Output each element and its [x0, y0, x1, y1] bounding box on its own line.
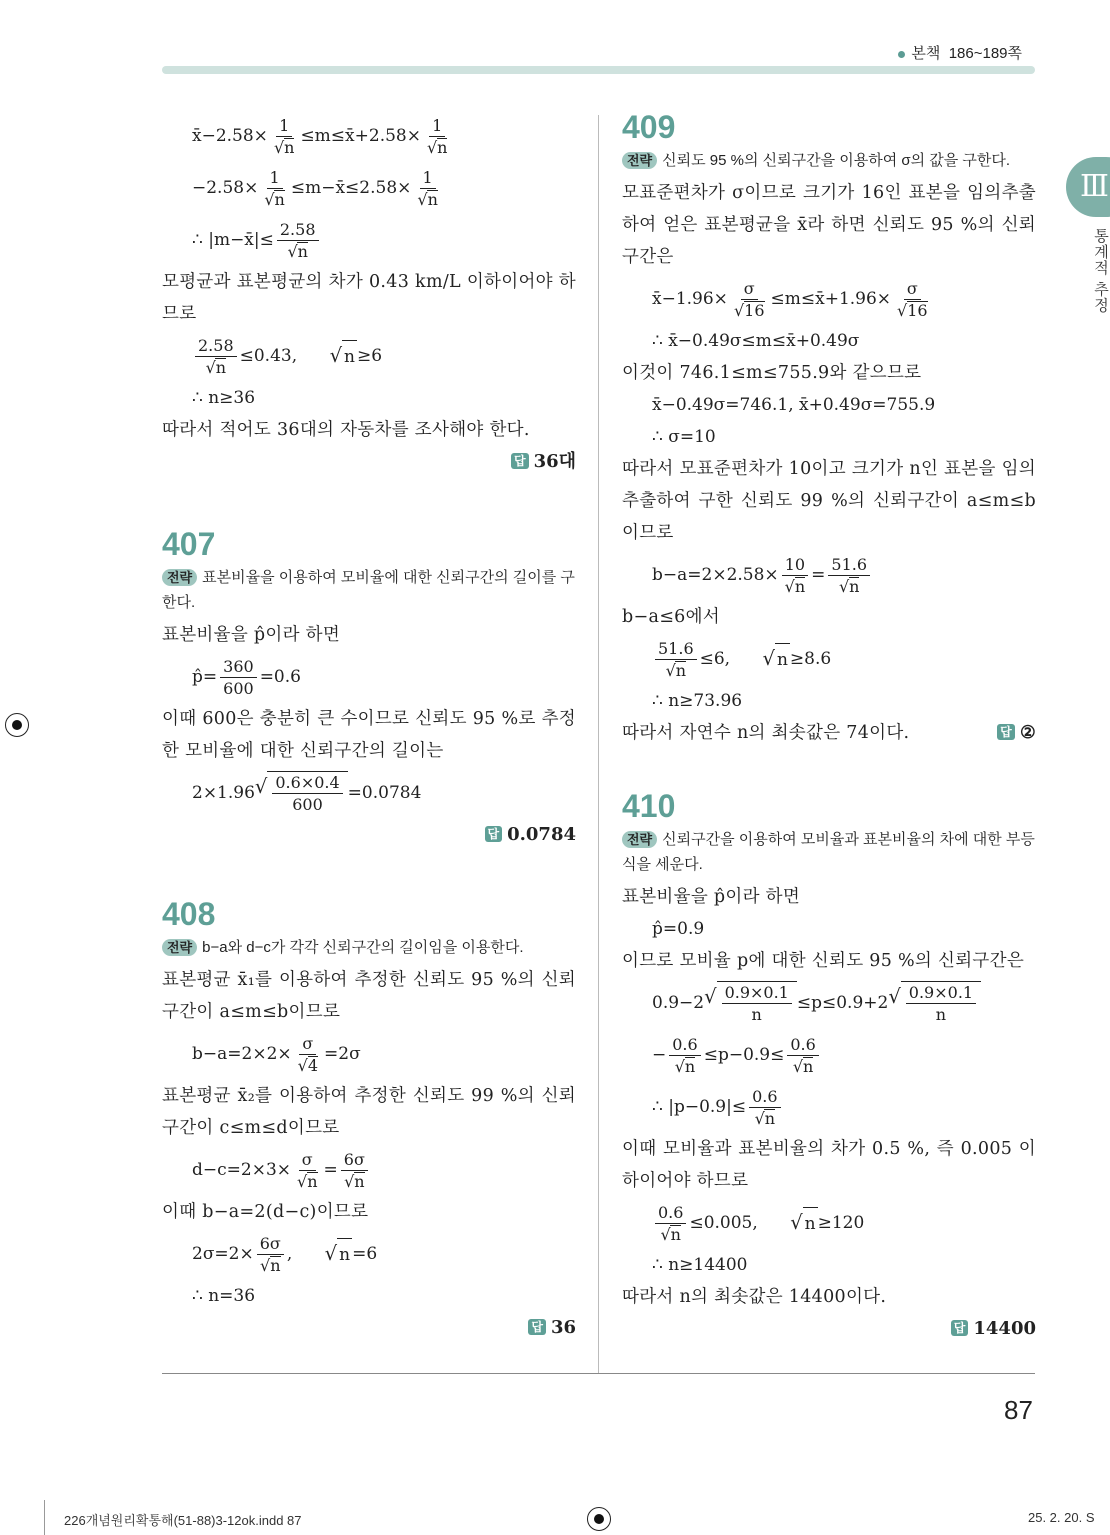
- problem-number: 408: [162, 896, 216, 932]
- text-content: b−a≤6에서: [622, 607, 721, 627]
- answer-label: 답: [528, 1319, 546, 1335]
- chapter-title: 통계적 추정: [1092, 228, 1109, 314]
- sqrt-denominator: √n: [205, 357, 227, 377]
- math-text: p̂=: [192, 667, 218, 687]
- math-text: =: [811, 565, 826, 585]
- footer-date: 25. 2. 20. S: [1028, 1510, 1095, 1525]
- text-content: 이것이 746.1≤m≤755.9와 같으므로: [622, 363, 922, 383]
- equation: [162, 1144, 576, 1196]
- equation: [622, 1029, 1036, 1081]
- body-text: [622, 601, 1036, 633]
- math-text: ∴ |p−0.9|≤: [652, 1097, 747, 1117]
- numerator: 2.58: [195, 335, 237, 357]
- answer-value: 14400: [973, 1318, 1036, 1339]
- numerator: 2.58: [277, 219, 319, 241]
- solution-410: [622, 787, 1036, 1345]
- equation: [162, 382, 576, 414]
- math-text: p̂=0.9: [652, 919, 705, 939]
- denominator: [731, 300, 768, 321]
- fraction: [906, 982, 976, 1025]
- denominator: [790, 1056, 817, 1077]
- numerator: σ: [299, 1149, 316, 1171]
- square-root: [255, 771, 348, 815]
- equation: [162, 214, 576, 266]
- answer-label: 답: [511, 453, 529, 469]
- solution-409: [622, 108, 1036, 749]
- denominator: [271, 137, 298, 158]
- text-content: 표본비율을 p̂이라 하면: [622, 887, 801, 907]
- numerator: 0.9×0.1: [722, 982, 792, 1004]
- equation: [622, 273, 1036, 325]
- body-text: [622, 357, 1036, 389]
- denominator: [284, 241, 311, 262]
- body-text: [622, 717, 1036, 749]
- answer-value: 36대: [533, 451, 576, 472]
- fraction: [277, 219, 319, 262]
- math-text: =: [323, 1160, 338, 1180]
- sqrt-denominator: √n: [792, 1056, 814, 1076]
- sqrt-denominator: √n: [287, 241, 308, 261]
- strategy-label: 전략: [162, 939, 197, 956]
- denominator: [289, 794, 326, 815]
- denominator-text: n: [751, 1005, 762, 1024]
- radicand: [717, 981, 797, 1025]
- numerator: σ: [904, 278, 921, 300]
- sqrt-denominator: √n: [344, 1171, 365, 1191]
- body-text: [162, 964, 576, 1028]
- numerator: 0.6: [655, 1202, 686, 1224]
- fraction: [294, 1149, 321, 1192]
- header-bar: [162, 66, 1035, 74]
- math-text: =0.0784: [347, 783, 422, 803]
- math-text: x̄−1.96×: [652, 289, 728, 309]
- numerator: 0.6: [749, 1086, 780, 1108]
- fraction: [261, 167, 288, 210]
- equation: [162, 110, 576, 162]
- body-text: [162, 703, 576, 767]
- sqrt-denominator: √4: [297, 1055, 319, 1075]
- chapter-tab: Ⅲ: [1066, 157, 1110, 217]
- text-content: 따라서 모표준편차가 10이고 크기가 n인 표본을 임의추출하여 구한 신뢰도 99 %의 신뢰구간이 a≤m≤b이므로: [622, 459, 1036, 543]
- radical-sign: √: [704, 985, 717, 1008]
- denominator: [836, 576, 863, 597]
- math-text: x̄−0.49σ=746.1, x̄+0.49σ=755.9: [652, 395, 936, 415]
- strategy-line: [622, 827, 1036, 877]
- equation: [162, 162, 576, 214]
- problem-number: 407: [162, 526, 216, 562]
- body-text: [162, 414, 576, 446]
- radicand: n: [803, 1207, 818, 1240]
- equation: [622, 1249, 1036, 1281]
- solution-408: [162, 895, 576, 1344]
- sqrt-denominator: √n: [665, 660, 687, 680]
- body-text: [622, 453, 1036, 549]
- numerator: 51.6: [655, 638, 697, 660]
- sqrt-denominator: √n: [297, 1171, 318, 1191]
- radicand: [267, 771, 347, 815]
- denominator: [894, 300, 931, 321]
- fraction: [731, 278, 768, 321]
- answer-value: ②: [1020, 723, 1036, 743]
- sqrt-denominator: √16: [897, 300, 928, 320]
- crop-line: [44, 1500, 45, 1535]
- strategy-line: [622, 148, 1036, 173]
- square-root: [763, 643, 790, 676]
- math-text: ≤6,: [699, 649, 763, 669]
- denominator: [203, 357, 230, 378]
- denominator: [261, 189, 288, 210]
- strategy-line: [162, 935, 576, 960]
- text-content: 이므로 모비율 p에 대한 신뢰도 95 %의 신뢰구간은: [622, 951, 1025, 971]
- solution-407: [162, 525, 576, 851]
- denominator-text: 600: [223, 678, 254, 698]
- sqrt-denominator: √n: [674, 1056, 696, 1076]
- problem-number: 410: [622, 788, 676, 824]
- fraction: [894, 278, 931, 321]
- solution-406-continued: [162, 110, 576, 478]
- registration-mark-icon: [587, 1507, 611, 1531]
- fraction: [749, 1086, 780, 1129]
- equation: [622, 913, 1036, 945]
- text-content: 따라서 n의 최솟값은 14400이다.: [622, 1287, 887, 1307]
- strategy-text: b−a와 d−c가 각각 신뢰구간의 길이임을 이용한다.: [202, 939, 524, 956]
- strategy-line: [162, 565, 576, 615]
- fraction: [272, 772, 342, 815]
- fraction: [828, 554, 870, 597]
- denominator: [657, 1224, 684, 1245]
- body-text: [162, 1196, 576, 1228]
- numerator: 0.6: [669, 1034, 700, 1056]
- numerator: σ: [741, 278, 758, 300]
- denominator: [782, 576, 809, 597]
- denominator-text: 600: [292, 795, 323, 814]
- numerator: 1: [267, 167, 283, 189]
- equation: [162, 767, 576, 819]
- denominator-text: n: [935, 1005, 947, 1024]
- page-range: 186~189쪽: [948, 45, 1022, 62]
- body-text: [622, 1133, 1036, 1197]
- math-text: ∴ |m−x̄|≤: [192, 230, 274, 250]
- math-text: 2σ=2×: [192, 1244, 254, 1264]
- numerator: 1: [276, 115, 292, 137]
- equation: [162, 1228, 576, 1280]
- answer: [162, 446, 576, 478]
- sqrt-denominator: √n: [260, 1255, 281, 1275]
- math-text: ,: [286, 1244, 325, 1264]
- text-content: 표본평균 x̄₁를 이용하여 추정한 신뢰도 95 %의 신뢰구간이 a≤m≤b이므로: [162, 970, 576, 1022]
- math-text: ≤0.43,: [239, 346, 330, 366]
- page-number: 87: [1004, 1395, 1033, 1425]
- numerator: 1: [429, 115, 445, 137]
- sqrt-denominator: √n: [417, 189, 438, 209]
- radical-sign: √: [790, 1210, 803, 1234]
- equation: [622, 685, 1036, 717]
- math-text: ∴ n≥14400: [652, 1255, 748, 1275]
- numerator: σ: [299, 1033, 316, 1055]
- strategy-label: 전략: [162, 569, 197, 586]
- math-text: ≥8.6: [789, 649, 832, 669]
- body-text: [622, 945, 1036, 977]
- radical-sign: √: [329, 343, 343, 367]
- math-text: ≤m≤x̄+2.58×: [300, 126, 421, 146]
- numerator: 0.6×0.4: [272, 772, 342, 794]
- radicand: n: [775, 643, 790, 676]
- fraction: [257, 1233, 284, 1276]
- math-text: ∴ n=36: [192, 1286, 256, 1306]
- text-content: 이때 모비율과 표본비율의 차가 0.5 %, 즉 0.005 이하이어야 하므로: [622, 1139, 1036, 1191]
- denominator: [295, 1055, 321, 1076]
- text-content: 따라서 적어도 36대의 자동차를 조사해야 한다.: [162, 420, 530, 440]
- answer-value: 0.0784: [507, 824, 576, 845]
- registration-mark-icon: [5, 713, 29, 737]
- numerator: 0.9×0.1: [906, 982, 976, 1004]
- text-content: 따라서 자연수 n의 최솟값은 74이다.: [622, 723, 910, 743]
- fraction: [655, 1202, 686, 1245]
- math-text: =0.6: [259, 667, 301, 687]
- book-label: 본책: [911, 45, 941, 62]
- strategy-text: 신뢰도 95 %의 신뢰구간을 이용하여 σ의 값을 구한다.: [662, 152, 1011, 169]
- body-text: [622, 177, 1036, 273]
- fraction: [220, 656, 257, 699]
- sqrt-denominator: √n: [754, 1108, 776, 1128]
- square-root: [325, 1238, 352, 1271]
- answer-value: 36: [550, 1317, 576, 1338]
- denominator: [749, 1004, 765, 1025]
- text-content: 표본평균 x̄₂를 이용하여 추정한 신뢰도 99 %의 신뢰구간이 c≤m≤d이므로: [162, 1086, 576, 1138]
- numerator: 10: [782, 554, 808, 576]
- numerator: 360: [220, 656, 257, 678]
- math-text: ≤m−x̄≤2.58×: [290, 178, 412, 198]
- equation: [622, 977, 1036, 1029]
- math-text: ≥120: [817, 1213, 865, 1233]
- numerator: 6σ: [257, 1233, 284, 1255]
- math-text: =2σ: [324, 1044, 361, 1064]
- equation: [622, 1197, 1036, 1249]
- math-text: ∴ n≥36: [192, 388, 256, 408]
- radicand: n: [337, 1238, 352, 1271]
- sqrt-denominator: √n: [273, 137, 295, 157]
- equation: [162, 651, 576, 703]
- column-divider: [598, 115, 599, 1373]
- fraction: [655, 638, 697, 681]
- sqrt-denominator: √n: [264, 189, 285, 209]
- math-text: b−a=2×2.58×: [652, 565, 779, 585]
- sqrt-denominator: √16: [733, 300, 765, 320]
- body-text: [162, 619, 576, 651]
- strategy-text: 신뢰구간을 이용하여 모비율과 표본비율의 차에 대한 부등식을 세운다.: [622, 831, 1035, 873]
- denominator: [672, 1056, 699, 1077]
- radical-sign: √: [762, 646, 775, 670]
- sqrt-denominator: √n: [838, 576, 860, 596]
- fraction: [424, 115, 451, 158]
- math-text: 2×1.96: [192, 783, 255, 803]
- body-text: [162, 1080, 576, 1144]
- math-text: ≤p−0.9≤: [703, 1045, 785, 1065]
- equation: [162, 1280, 576, 1312]
- text-content: 표본비율을 p̂이라 하면: [162, 625, 341, 645]
- equation: [622, 1081, 1036, 1133]
- fraction: [271, 115, 298, 158]
- body-text: [162, 266, 576, 330]
- math-text: 0.9−2: [652, 993, 705, 1013]
- fraction: [669, 1034, 700, 1077]
- answer: [622, 1313, 1036, 1345]
- denominator: [257, 1255, 284, 1276]
- sqrt-denominator: √n: [784, 576, 806, 596]
- fraction: [722, 982, 792, 1025]
- radicand: [901, 981, 981, 1025]
- page-reference: [898, 42, 1022, 63]
- equation: [622, 549, 1036, 601]
- denominator: [933, 1004, 949, 1025]
- square-root: [790, 1207, 817, 1240]
- equation: [622, 389, 1036, 421]
- answer: [997, 717, 1036, 749]
- numerator: 1: [420, 167, 436, 189]
- strategy-text: 표본비율을 이용하여 모비율에 대한 신뢰구간의 길이를 구한다.: [162, 569, 575, 611]
- equation: [622, 421, 1036, 453]
- denominator: [663, 660, 690, 681]
- bottom-rule: [162, 1373, 1035, 1374]
- denominator: [341, 1171, 368, 1192]
- answer-label: 답: [485, 826, 503, 842]
- text-content: 이때 b−a=2(d−c)이므로: [162, 1202, 369, 1222]
- math-text: x̄−2.58×: [192, 126, 268, 146]
- equation: [162, 1028, 576, 1080]
- numerator: 51.6: [828, 554, 870, 576]
- math-text: ∴ x̄−0.49σ≤m≤x̄+0.49σ: [652, 331, 860, 351]
- sqrt-denominator: √n: [426, 137, 448, 157]
- math-text: −: [652, 1045, 667, 1065]
- math-text: ∴ σ=10: [652, 427, 716, 447]
- text-content: 모평균과 표본평균의 차가 0.43 km/L 이하이어야 하므로: [162, 272, 576, 324]
- denominator: [752, 1108, 779, 1129]
- bullet-icon: [898, 51, 905, 58]
- footer-file: 226개념원리확통해(51-88)3-12ok.indd 87: [64, 1513, 302, 1528]
- equation: [162, 330, 576, 382]
- radical-sign: √: [324, 1241, 338, 1265]
- math-text: ≤p≤0.9+2: [796, 993, 889, 1013]
- square-root: [888, 981, 981, 1025]
- radical-sign: √: [254, 775, 268, 798]
- math-text: d−c=2×3×: [192, 1160, 292, 1180]
- denominator: [294, 1171, 321, 1192]
- radical-sign: √: [888, 985, 901, 1008]
- fraction: [341, 1149, 368, 1192]
- fraction: [787, 1034, 818, 1077]
- answer-label: 답: [951, 1320, 969, 1336]
- denominator: [424, 137, 451, 158]
- math-text: ≥6: [356, 346, 383, 366]
- body-text: [622, 881, 1036, 913]
- answer: [162, 1312, 576, 1344]
- math-text: ≤0.005,: [689, 1213, 791, 1233]
- radicand: n: [342, 340, 357, 373]
- equation: [622, 633, 1036, 685]
- math-text: −2.58×: [192, 178, 259, 198]
- numerator: 6σ: [341, 1149, 368, 1171]
- strategy-label: 전략: [622, 831, 657, 848]
- fraction: [295, 1033, 321, 1076]
- sqrt-denominator: √n: [660, 1224, 681, 1244]
- answer-label: 답: [997, 724, 1015, 740]
- problem-number: 409: [622, 109, 676, 145]
- numerator: 0.6: [787, 1034, 818, 1056]
- denominator: [414, 189, 441, 210]
- denominator: [220, 678, 257, 699]
- square-root: [330, 340, 357, 373]
- answer: [162, 819, 576, 851]
- math-text: b−a=2×2×: [192, 1044, 292, 1064]
- fraction: [782, 554, 809, 597]
- text-content: 모표준편차가 σ이므로 크기가 16인 표본을 임의추출하여 얻은 표본평균을 x̄라 하면 신뢰도 95 %의 신뢰구간은: [622, 183, 1036, 267]
- fraction: [195, 335, 237, 378]
- math-text: ≤m≤x̄+1.96×: [770, 289, 892, 309]
- equation: [622, 325, 1036, 357]
- square-root: [704, 981, 797, 1025]
- strategy-label: 전략: [622, 152, 657, 169]
- text-content: 이때 600은 충분히 큰 수이므로 신뢰도 95 %로 추정한 모비율에 대한 신뢰구간의 길이는: [162, 709, 576, 761]
- math-text: =6: [352, 1244, 378, 1264]
- fraction: [414, 167, 441, 210]
- math-text: ∴ n≥73.96: [652, 691, 743, 711]
- body-text: [622, 1281, 1036, 1313]
